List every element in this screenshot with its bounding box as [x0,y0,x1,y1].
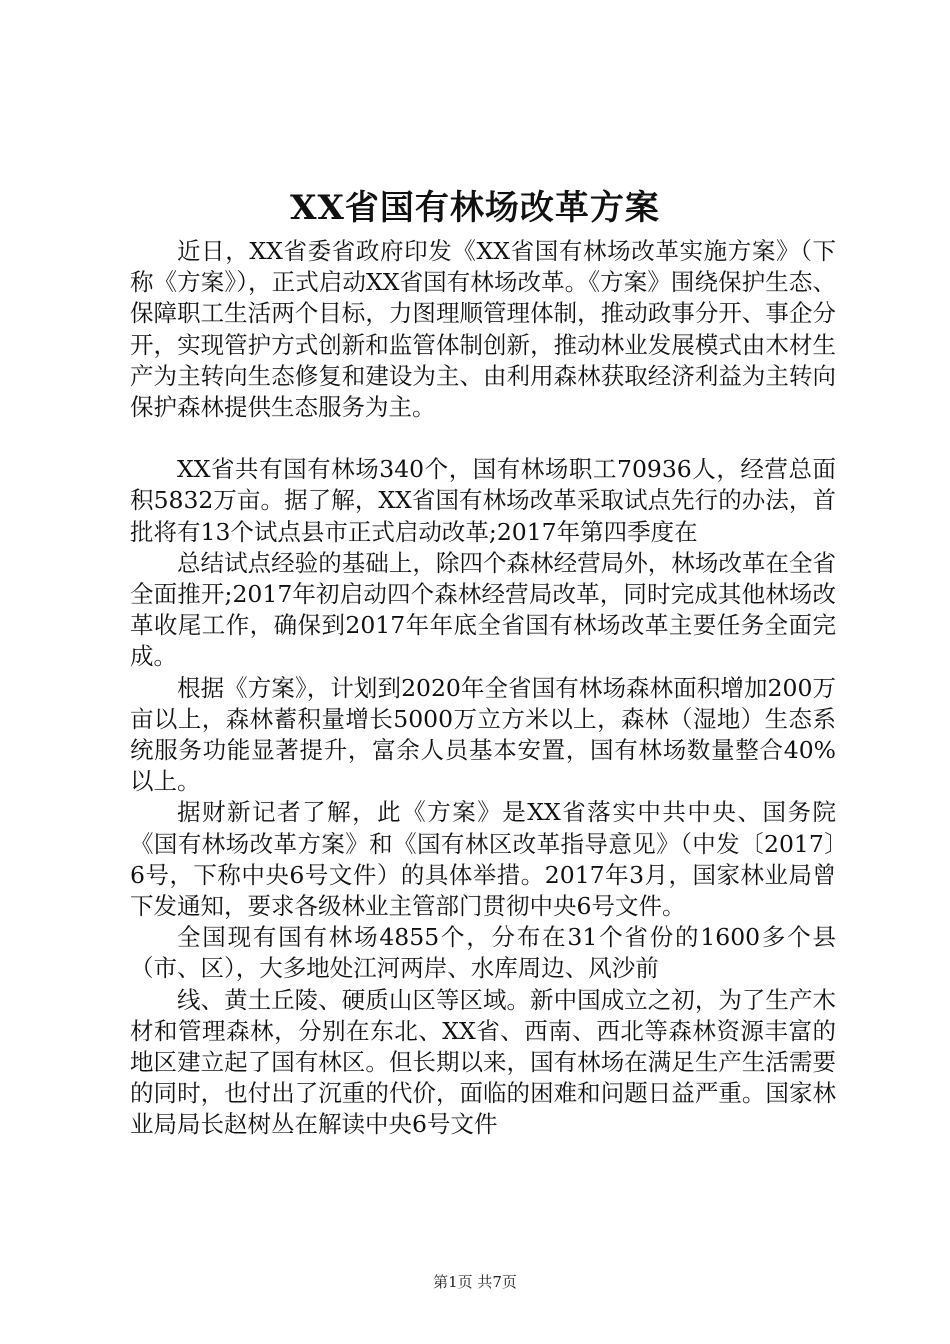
document-title: XX省国有林场改革方案 [290,188,660,228]
paragraph-forest-farm-count: XX省共有国有林场340个，国有林场职工70936人，经营总面积5832万亩。据了解，XX省国有林场改革采取试点先行的办法，首批将有13个试点县市正式启动改革;2017年第四季度在 [130,455,836,546]
paragraph-intro: 近日，XX省委省政府印发《XX省国有林场改革实施方案》（下称《方案》），正式启动XX省国有林场改革。《方案》围绕保护生态、保障职工生活两个目标，力图理顺管理体制，推动政事分开、事企分开，实现管护方式创新和监管体制创新，推动林业发展模式由木材生产为主转向生态修复和建设为主、由利用森林获取经济利益为主转向保护森林提供生态服务为主。 [130,237,836,422]
paragraph-central-document: 据财新记者了解，此《方案》是XX省落实中共中央、国务院《国有林场改革方案》和《国有林区改革指导意见》（中发〔2017〕6号，下称中央6号文件）的具体举措。2017年3月，国家林业局曾下发通知，要求各级林业主管部门贯彻中央6号文件。 [130,798,836,921]
paragraph-history: 线、黄土丘陵、硬质山区等区域。新中国成立之初，为了生产木材和管理森林，分别在东北、XX省、西南、西北等森林资源丰富的地区建立起了国有林区。但长期以来，国有林场在满足生产生活需要的同时，也付出了沉重的代价，面临的困难和问题日益严重。国家林业局局长赵树丛在解读中央6号文件 [130,985,836,1139]
document-body [130,236,836,1141]
paragraph-2020-plan: 根据《方案》，计划到2020年全省国有林场森林面积增加200万亩以上，森林蓄积量增长5000万立方米以上，森林（湿地）生态系统服务功能显著提升，富余人员基本安置，国有林场数量整合40%以上。 [130,673,836,796]
paragraph-national-status: 全国现有国有林场4855个，分布在31个省份的1600多个县（市、区），大多地处江河两岸、水库周边、风沙前 [130,923,836,983]
page-number-footer: 第1页 共7页 [433,1273,517,1291]
paragraph-pilot-summary: 总结试点经验的基础上，除四个森林经营局外，林场改革在全省全面推开;2017年初启动四个森林经营局改革，同时完成其他林场改革收尾工作，确保到2017年年底全省国有林场改革主要任务全面完成。 [130,548,836,671]
